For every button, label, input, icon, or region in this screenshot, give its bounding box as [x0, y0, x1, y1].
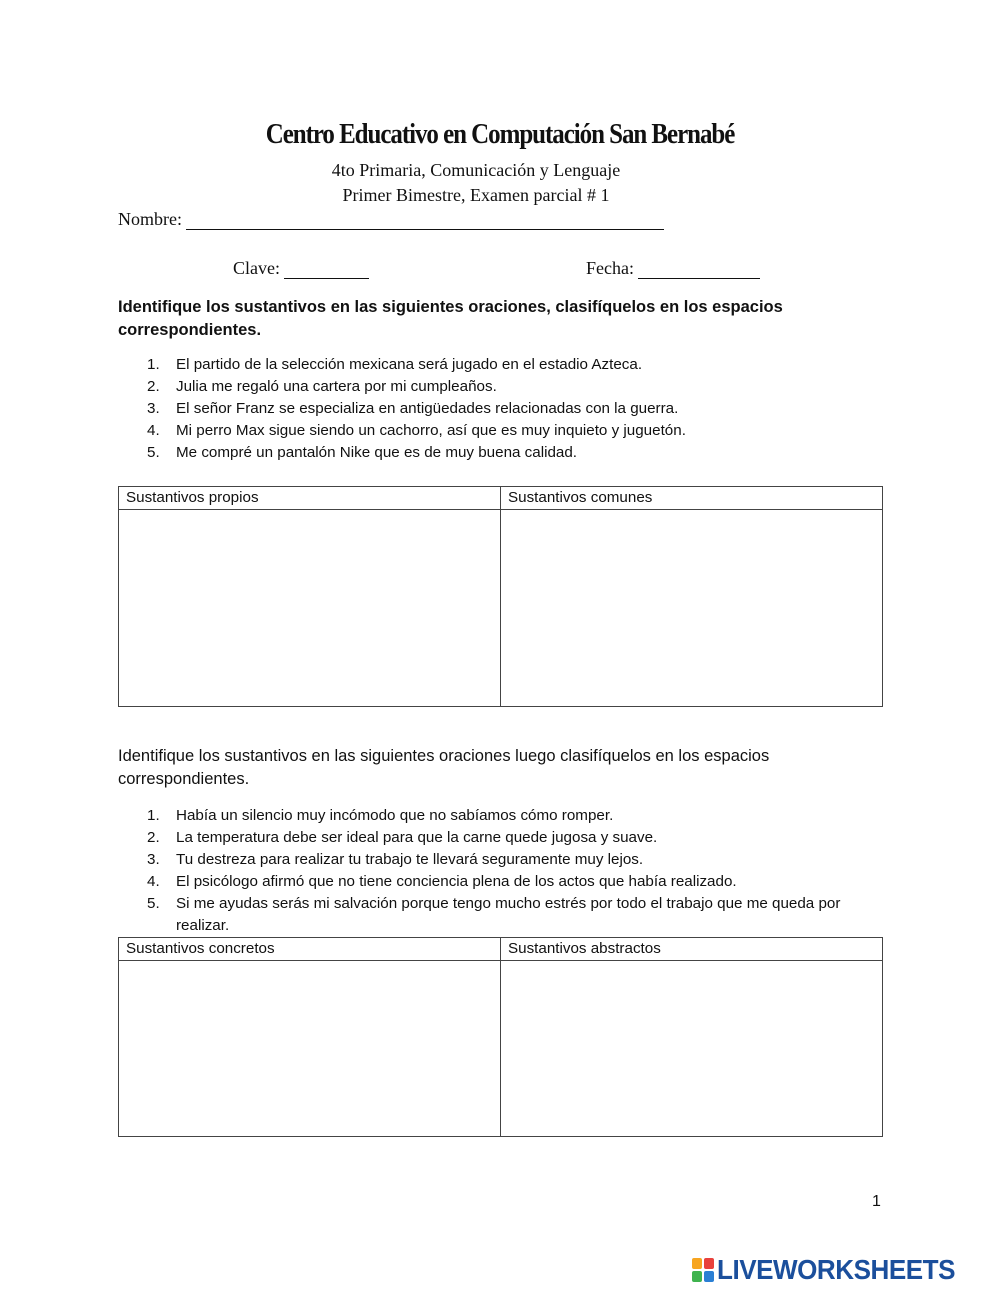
liveworksheets-brand[interactable]	[692, 1254, 973, 1286]
liveworksheets-logo-icon	[692, 1258, 714, 1282]
exam-subtitle: Primer Bimestre, Examen parcial # 1	[342, 185, 610, 205]
section1-instruction: Identifique los sustantivos en las siguientes oraciones, clasifíquelos en los espacios correspondientes.	[118, 298, 783, 339]
concrete-abstract-table	[118, 937, 883, 1137]
list-item: 3. Tu destreza para realizar tu trabajo te llevará seguramente muy lejos.	[147, 851, 644, 868]
proper-nouns-answer-cell[interactable]	[119, 510, 501, 707]
fecha-blank[interactable]	[638, 262, 760, 279]
clave-label: Clave:	[233, 258, 280, 278]
section2-instruction: Identifique los sustantivos en las siguientes oraciones luego clasifíquelos en los espacios correspondientes.	[118, 747, 770, 788]
list-item: 4. El psicólogo afirmó que no tiene conciencia plena de los actos que había realizado.	[147, 873, 737, 890]
nombre-field	[118, 209, 664, 230]
fecha-field	[586, 258, 760, 279]
concrete-nouns-header: Sustantivos concretos	[119, 938, 501, 961]
list-item: 2. Julia me regaló una cartera por mi cumpleaños.	[147, 378, 497, 395]
proper-nouns-header: Sustantivos propios	[119, 487, 501, 510]
page-title: Centro Educativo en Computación San Bernabé	[265, 118, 735, 150]
clave-field	[233, 258, 369, 279]
concrete-nouns-answer-cell[interactable]	[119, 961, 501, 1137]
common-nouns-header: Sustantivos comunes	[501, 487, 883, 510]
list-item: 5. Si me ayudas serás mi salvación porque tengo mucho estrés por todo el trabajo que me queda por realizar.	[147, 895, 841, 934]
list-item: 5. Me compré un pantalón Nike que es de muy buena calidad.	[147, 444, 578, 461]
list-item: 1. El partido de la selección mexicana será jugado en el estadio Azteca.	[147, 356, 643, 373]
brand-name: LIVEWORKSHEETS	[717, 1254, 956, 1285]
clave-blank[interactable]	[284, 262, 369, 279]
common-nouns-answer-cell[interactable]	[501, 510, 883, 707]
course-subtitle: 4to Primaria, Comunicación y Lenguaje	[331, 160, 621, 180]
list-item: 1. Había un silencio muy incómodo que no sabíamos cómo romper.	[147, 807, 614, 824]
page-number: 1	[872, 1193, 881, 1210]
nombre-blank[interactable]	[186, 213, 664, 230]
nombre-label: Nombre:	[118, 209, 182, 229]
fecha-label: Fecha:	[586, 258, 634, 278]
proper-common-table	[118, 486, 883, 707]
section1-sentence-list	[147, 354, 877, 464]
abstract-nouns-answer-cell[interactable]	[501, 961, 883, 1137]
list-item: 3. El señor Franz se especializa en antigüedades relacionadas con la guerra.	[147, 400, 679, 417]
section2-sentence-list	[147, 805, 877, 937]
list-item: 4. Mi perro Max sigue siendo un cachorro, así que es muy inquieto y juguetón.	[147, 422, 686, 439]
list-item: 2. La temperatura debe ser ideal para que la carne quede jugosa y suave.	[147, 829, 658, 846]
abstract-nouns-header: Sustantivos abstractos	[501, 938, 883, 961]
